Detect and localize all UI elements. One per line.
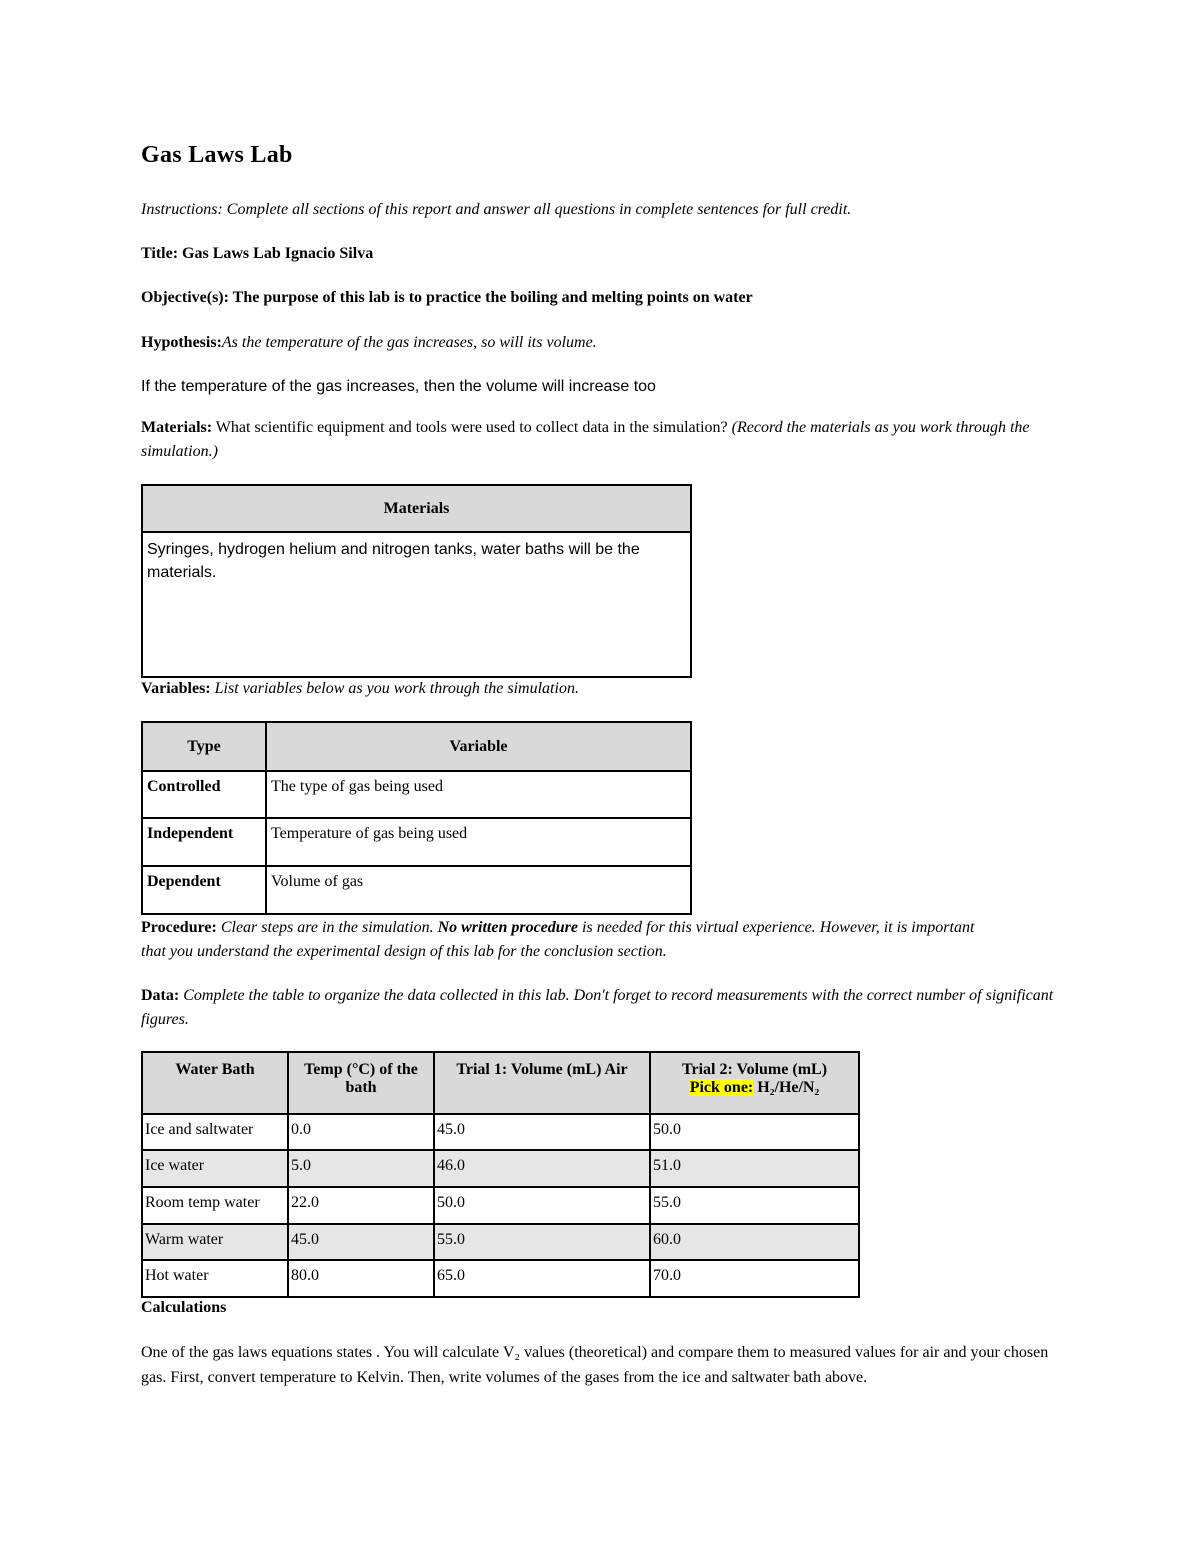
title-value: Gas Laws Lab Ignacio Silva xyxy=(178,245,374,262)
gas-choice: H₂/He/N₂ xyxy=(753,1079,820,1096)
data-header-trial2 xyxy=(650,1052,859,1114)
procedure-part1: Clear steps are in the simulation. xyxy=(216,919,438,936)
calculations-heading: Calculations xyxy=(141,1299,227,1316)
data-note: Complete the table to organize the data collected in this lab. Don't forget to record measurements with the correct number of significant figures. xyxy=(141,987,1054,1028)
procedure-part2: is needed for this virtual experience. However, it is important that you understand the experimental design of this lab for the conclusion section. xyxy=(141,919,975,960)
data-cell-trial1[interactable]: 50.0 xyxy=(434,1187,650,1224)
materials-prompt xyxy=(141,416,1051,464)
materials-table xyxy=(141,484,692,678)
variables-header-variable: Variable xyxy=(266,722,691,771)
data-cell-bath: Hot water xyxy=(142,1260,288,1297)
procedure-label: Procedure: xyxy=(141,919,217,936)
data-cell-temp[interactable]: 45.0 xyxy=(288,1224,434,1260)
data-prompt xyxy=(141,984,1061,1032)
data-header-trial1: Trial 1: Volume (mL) Air xyxy=(434,1052,650,1114)
objective-label: Objective(s): xyxy=(141,289,229,306)
data-cell-trial1[interactable]: 46.0 xyxy=(434,1150,650,1187)
procedure-text xyxy=(141,916,1001,964)
title-label: Title: xyxy=(141,245,179,262)
data-cell-temp[interactable]: 22.0 xyxy=(288,1187,434,1224)
variable-value-independent[interactable]: Temperature of gas being used xyxy=(266,818,691,866)
materials-header: Materials xyxy=(142,485,691,532)
data-cell-temp[interactable]: 5.0 xyxy=(288,1150,434,1187)
data-cell-trial2[interactable]: 55.0 xyxy=(650,1187,859,1224)
variables-note: List variables below as you work through the simulation. xyxy=(210,680,579,697)
data-cell-trial1[interactable]: 45.0 xyxy=(434,1114,650,1150)
data-table xyxy=(141,1051,860,1298)
data-cell-bath: Warm water xyxy=(142,1224,288,1260)
document-title: Gas Laws Lab xyxy=(141,142,293,168)
data-cell-trial2[interactable]: 70.0 xyxy=(650,1260,859,1297)
hypothesis-value: As the temperature of the gas increases, so will its volume. xyxy=(221,334,597,351)
variable-type-independent: Independent xyxy=(142,818,266,866)
trial2-title: Trial 2: Volume (mL) xyxy=(681,1061,828,1078)
objective-line xyxy=(141,286,1061,310)
variables-header-type: Type xyxy=(142,722,266,771)
data-cell-temp[interactable]: 0.0 xyxy=(288,1114,434,1150)
data-cell-trial1[interactable]: 65.0 xyxy=(434,1260,650,1297)
instructions-text: Instructions: Complete all sections of this report and answer all questions in complete sentences for full credit. xyxy=(141,201,852,218)
hypothesis-line xyxy=(141,331,1061,355)
variables-label: Variables: xyxy=(141,680,211,697)
data-cell-trial1[interactable]: 55.0 xyxy=(434,1224,650,1260)
data-cell-bath: Ice and saltwater xyxy=(142,1114,288,1150)
data-cell-trial2[interactable]: 50.0 xyxy=(650,1114,859,1150)
data-cell-temp[interactable]: 80.0 xyxy=(288,1260,434,1297)
hypothesis-answer: If the temperature of the gas increases, then the volume will increase too xyxy=(141,378,656,395)
materials-question: What scientific equipment and tools were used to collect data in the simulation? xyxy=(212,419,732,436)
materials-label: Materials: xyxy=(141,419,213,436)
pick-one-highlight: Pick one: xyxy=(689,1079,754,1096)
objective-value: The purpose of this lab is to practice the boiling and melting points on water xyxy=(228,289,753,306)
title-line xyxy=(141,242,1061,266)
variable-value-controlled[interactable]: The type of gas being used xyxy=(266,771,691,818)
variable-type-dependent: Dependent xyxy=(142,866,266,914)
variable-value-dependent[interactable]: Volume of gas xyxy=(266,866,691,914)
variables-table xyxy=(141,721,692,915)
materials-note: (Record the materials as you work through the simulation.) xyxy=(141,419,1030,460)
variable-type-controlled: Controlled xyxy=(142,771,266,818)
calculations-text: One of the gas laws equations states . You will calculate V₂ values (theoretical) and compare them to measured values for air and your chosen gas. First, convert temperature to Kelvin. Then, write volumes of the gases from the ice and saltwater bath above. xyxy=(141,1344,1049,1386)
data-header-temp: Temp (°C) of the bath xyxy=(288,1052,434,1114)
data-header-water-bath: Water Bath xyxy=(142,1052,288,1114)
variables-prompt xyxy=(141,677,1061,701)
data-cell-trial2[interactable]: 51.0 xyxy=(650,1150,859,1187)
data-cell-bath: Room temp water xyxy=(142,1187,288,1224)
materials-content[interactable]: Syringes, hydrogen helium and nitrogen tanks, water baths will be the materials. xyxy=(142,532,691,677)
hypothesis-label: Hypothesis: xyxy=(141,334,222,351)
data-label: Data: xyxy=(141,987,180,1004)
data-cell-trial2[interactable]: 60.0 xyxy=(650,1224,859,1260)
data-cell-bath: Ice water xyxy=(142,1150,288,1187)
procedure-emphasis: No written procedure xyxy=(437,919,579,936)
